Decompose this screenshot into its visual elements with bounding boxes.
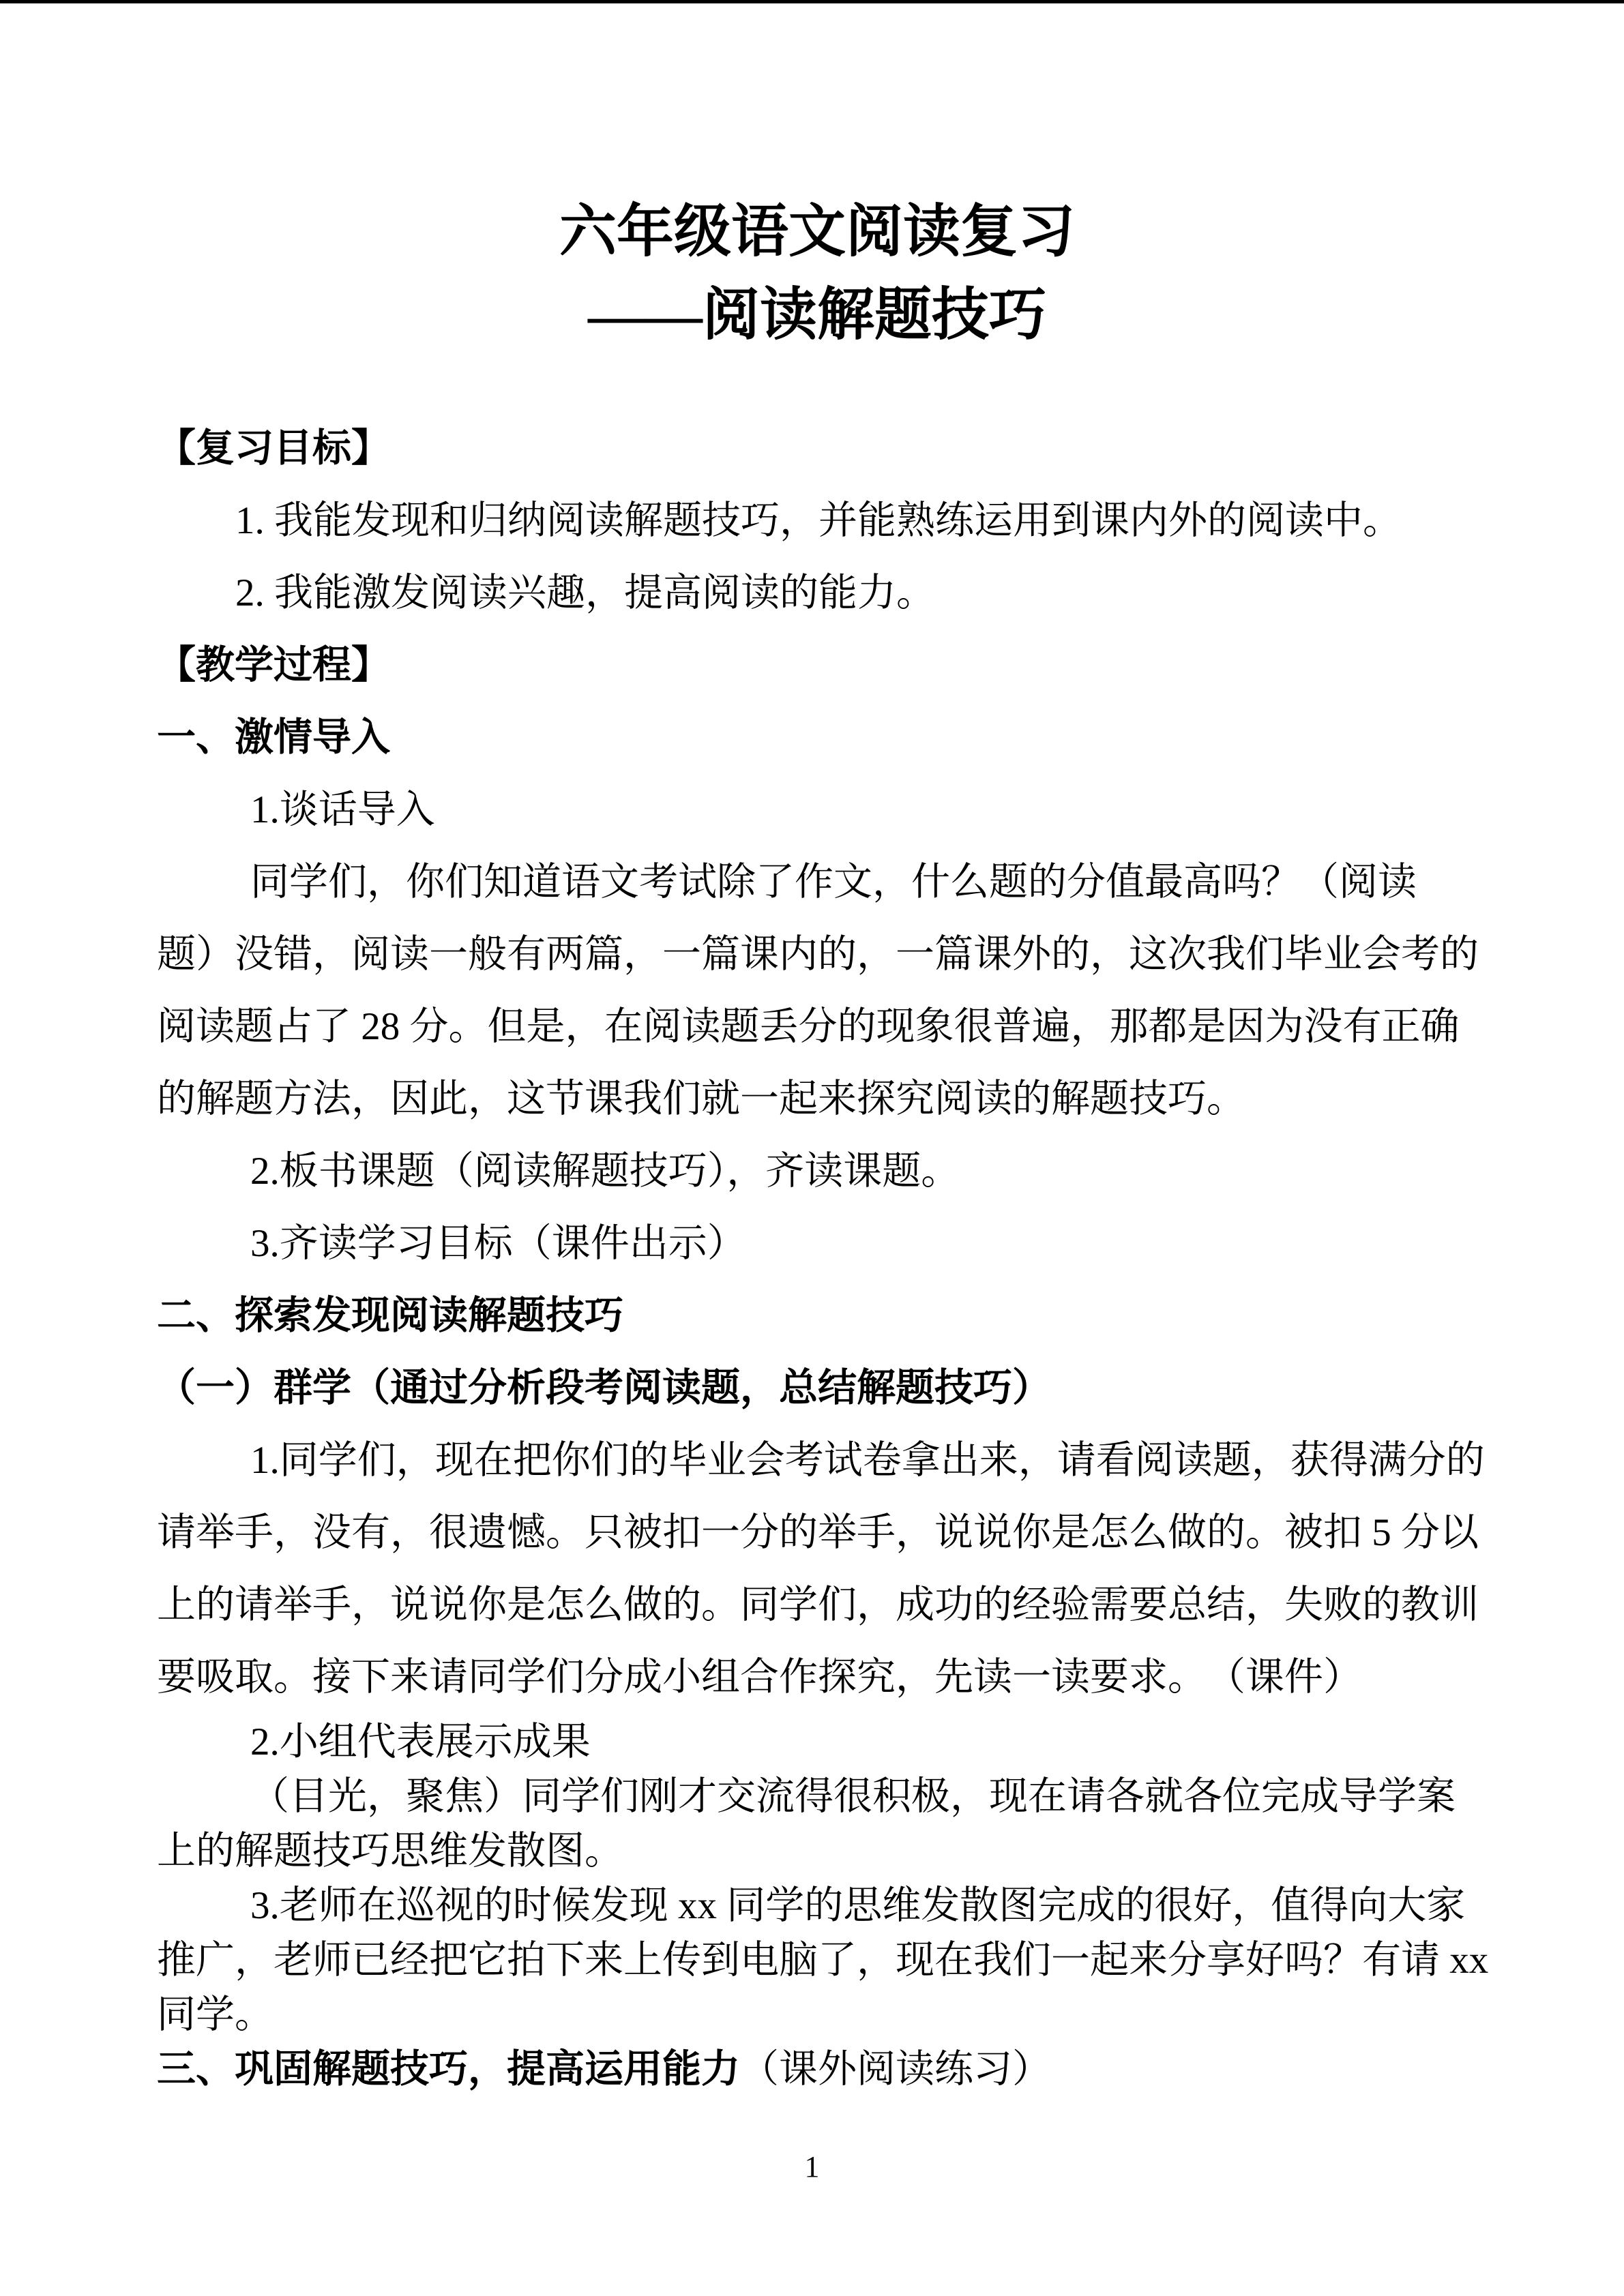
step-2-3-text: 3.老师在巡视的时候发现 xx 同学的思维发散图完成的很好，值得向大家: [250, 1884, 1466, 1927]
step-1-1: [157, 774, 1477, 846]
goal-item-1: [157, 485, 1477, 557]
para-line-text: （目光，聚焦）同学们刚才交流得很积极，现在请各就各位完成导学案: [250, 1775, 1456, 1818]
para-line: [157, 1824, 1477, 1879]
heading-part-1: [157, 702, 1477, 774]
step-2-2: [157, 1715, 1477, 1770]
document-content: [157, 0, 1489, 2097]
heading-part-2-text: 二、探索发现阅读解题技巧: [157, 1294, 623, 1337]
page-number: 1: [804, 2150, 820, 2183]
para-line-text: 同学们，你们知道语文考试除了作文，什么题的分值最高吗？（阅读: [250, 861, 1417, 904]
para-line: [157, 1641, 1477, 1714]
para-line: [157, 1497, 1477, 1569]
para-line: [157, 1933, 1489, 1988]
document-subtitle: [157, 274, 1477, 357]
section-heading-review-goals: [157, 413, 1477, 485]
heading-part-1-text: 一、激情导入: [157, 716, 390, 759]
step-1-3: [157, 1208, 1477, 1280]
document-subtitle-text: ——阅读解题技巧: [587, 284, 1046, 347]
para-line: [157, 846, 1477, 919]
document-title: [157, 191, 1477, 274]
page-number-footer: [0, 2147, 1624, 2188]
heading-part-2-1: [157, 1352, 1477, 1425]
step-2-2-text: 2.小组代表展示成果: [250, 1720, 591, 1763]
para-line-text: 同学。: [157, 1993, 274, 2036]
para-line: [157, 991, 1477, 1063]
step-2-1-text: 1.同学们，现在把你们的毕业会考试卷拿出来，请看阅读题，获得满分的: [250, 1439, 1485, 1482]
para-line: [157, 1770, 1477, 1824]
goal-item-2-text: 2. 我能激发阅读兴趣，提高阅读的能力。: [235, 571, 935, 614]
step-2-1: [157, 1425, 1485, 1497]
para-line: [157, 1569, 1477, 1641]
step-1-2: [157, 1135, 1477, 1208]
para-line: [157, 1063, 1477, 1135]
para-line-text: 阅读题占了 28 分。但是，在阅读题丢分的现象很普遍，那都是因为没有正确: [157, 1005, 1460, 1048]
para-line-text: 要吸取。接下来请同学们分成小组合作探究，先读一读要求。 （课件）: [157, 1656, 1362, 1699]
para-line-text: 推广，老师已经把它拍下来上传到电脑了，现在我们一起来分享好吗？有请 xx: [157, 1939, 1489, 1982]
section-heading-review-goals-text: 【复习目标】: [157, 427, 390, 470]
section-heading-teaching-process: [157, 629, 1477, 702]
para-line-text: 请举手，没有，很遗憾。只被扣一分的举手，说说你是怎么做的。被扣 5 分以: [157, 1511, 1479, 1554]
section-heading-teaching-process-text: 【教学过程】: [157, 644, 390, 687]
para-line-text: 上的请举手，说说你是怎么做的。同学们，成功的经验需要总结，失败的教训: [157, 1583, 1479, 1626]
para-line: [157, 1988, 1477, 2042]
para-line-text: 的解题方法，因此，这节课我们就一起来探究阅读的解题技巧。: [157, 1077, 1245, 1120]
heading-part-2: [157, 1280, 1477, 1352]
heading-part-3: [157, 2042, 1477, 2097]
para-line: [157, 919, 1477, 991]
heading-part-2-1-text: （一）群学（通过分析段考阅读题，总结解题技巧）: [157, 1367, 1051, 1410]
step-1-2-text: 2.板书课题（阅读解题技巧），齐读课题。: [250, 1150, 960, 1193]
goal-item-2: [157, 557, 1477, 629]
heading-part-3-text: 三、巩固解题技巧，提高运用能力: [157, 2048, 740, 2091]
step-1-1-text: 1.谈话导入: [250, 788, 435, 831]
para-line-text: 上的解题技巧思维发散图。: [157, 1830, 623, 1873]
step-2-3: [157, 1879, 1477, 1933]
document-title-text: 六年级语文阅读复习: [559, 200, 1075, 264]
heading-part-3-text: （课外阅读练习）: [740, 2048, 1051, 2091]
para-line-text: 题）没错，阅读一般有两篇，一篇课内的，一篇课外的，这次我们毕业会考的: [157, 933, 1479, 976]
goal-item-1-text: 1. 我能发现和归纳阅读解题技巧，并能熟练运用到课内外的阅读中。: [235, 499, 1402, 542]
step-1-3-text: 3.齐读学习目标（课件出示）: [250, 1222, 746, 1265]
